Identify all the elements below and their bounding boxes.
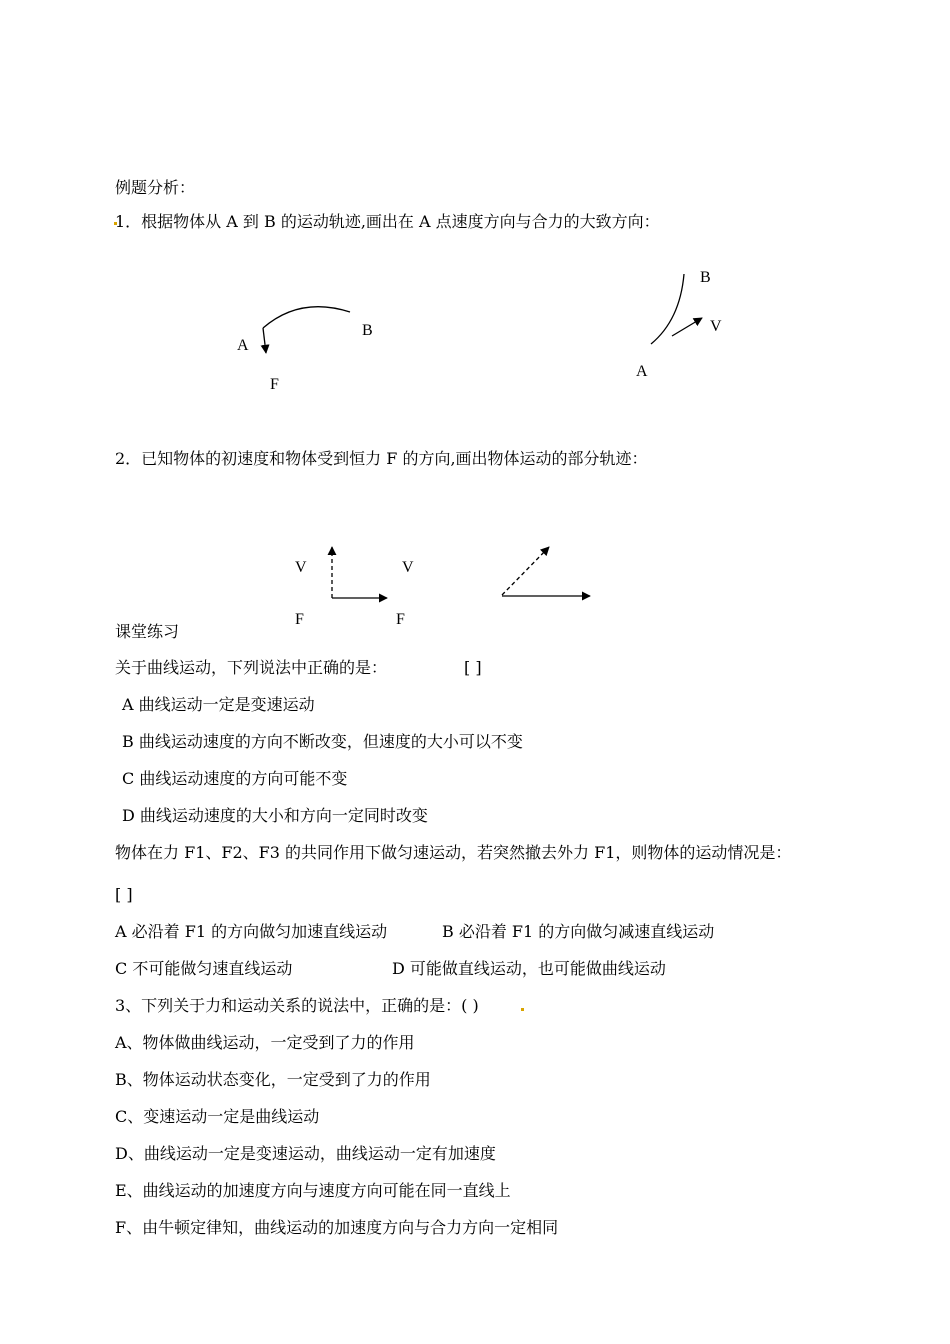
question-2-text: 2．已知物体的初速度和物体受到恒力 F 的方向,画出物体运动的部分轨迹： bbox=[115, 449, 648, 468]
q2-label-f2: F bbox=[396, 611, 405, 628]
practice-1-stem: 关于曲线运动，下列说法中正确的是： bbox=[115, 658, 388, 677]
practice-2-option-b: B 必沿着 F1 的方向做匀减速直线运动 bbox=[442, 922, 715, 941]
practice-3-option-f: F、由牛顿定律知，曲线运动的加速度方向与合力方向一定相同 bbox=[115, 1218, 559, 1237]
q1-left-label-f: F bbox=[270, 376, 279, 393]
practice-1-option-c: C 曲线运动速度的方向可能不变 bbox=[122, 769, 348, 788]
practice-2-option-a: A 必沿着 F1 的方向做匀加速直线运动 bbox=[115, 922, 388, 941]
q2-label-v1: V bbox=[295, 559, 307, 576]
practice-3-option-e: E、曲线运动的加速度方向与速度方向可能在同一直线上 bbox=[115, 1181, 511, 1200]
practice-1-option-a: A 曲线运动一定是变速运动 bbox=[122, 695, 315, 714]
question-1-text: 1．根据物体从 A 到 B 的运动轨迹,画出在 A 点速度方向与合力的大致方向： bbox=[115, 212, 660, 231]
marker-dot bbox=[521, 1008, 524, 1011]
q2-label-f1: F bbox=[295, 611, 304, 628]
practice-1-option-d: D 曲线运动速度的大小和方向一定同时改变 bbox=[122, 806, 428, 825]
q1-right-label-b: B bbox=[700, 269, 711, 286]
practice-3-option-d: D、曲线运动一定是变速运动，曲线运动一定有加速度 bbox=[115, 1144, 496, 1163]
practice-2-option-d: D 可能做直线运动，也可能做曲线运动 bbox=[392, 959, 666, 978]
practice-1-answer-bracket: [ ] bbox=[464, 658, 482, 677]
velocity-arrow-diagonal bbox=[502, 547, 549, 595]
section-title-examples: 例题分析： bbox=[115, 178, 196, 197]
q2-label-v2: V bbox=[402, 559, 414, 576]
q1-left-label-a: A bbox=[237, 337, 249, 354]
section-title-practice: 课堂练习 bbox=[115, 622, 180, 641]
practice-3-option-a: A、物体做曲线运动，一定受到了力的作用 bbox=[115, 1033, 415, 1052]
q1-right-label-a: A bbox=[636, 363, 648, 380]
practice-2-stem: 物体在力 F1、F2、F3 的共同作用下做匀速运动，若突然撤去外力 F1，则物体的运动情况是： bbox=[115, 843, 792, 862]
q1-left-label-b: B bbox=[362, 322, 373, 339]
practice-3-option-b: B、物体运动状态变化，一定受到了力的作用 bbox=[115, 1070, 431, 1089]
practice-3-stem: 3、下列关于力和运动关系的说法中，正确的是：( ) bbox=[115, 996, 479, 1015]
practice-2-option-c: C 不可能做匀速直线运动 bbox=[115, 959, 293, 978]
practice-3-option-c: C、变速运动一定是曲线运动 bbox=[115, 1107, 320, 1126]
q1-right-label-v: V bbox=[710, 318, 722, 335]
practice-2-answer-bracket: [ ] bbox=[115, 885, 133, 904]
practice-1-option-b: B 曲线运动速度的方向不断改变，但速度的大小可以不变 bbox=[122, 732, 523, 751]
